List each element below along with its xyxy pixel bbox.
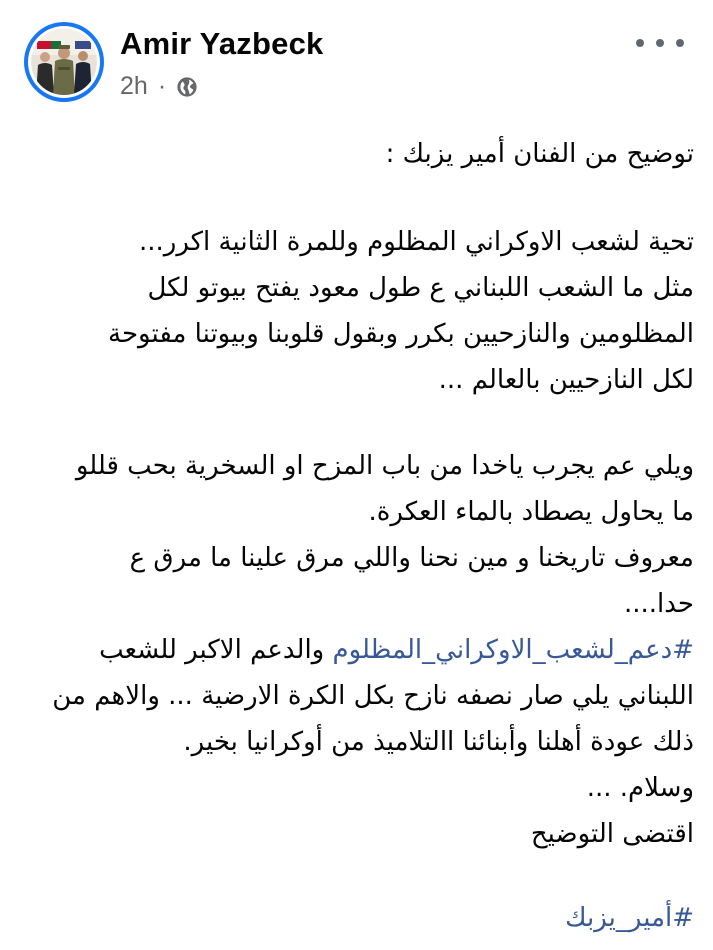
post-line: مثل ما الشعب اللبناني ع طول معود يفتح بيوتو لكل xyxy=(147,273,694,303)
avatar[interactable] xyxy=(24,22,104,102)
post-header xyxy=(0,0,713,120)
post-meta xyxy=(120,72,198,101)
post-line: ما يحاول يصطاد بالماء العكرة. xyxy=(368,497,694,527)
post-line-hashtag xyxy=(99,628,694,672)
post-line: لكل النازحيين بالعالم ... xyxy=(438,365,694,395)
post-time[interactable]: 2h xyxy=(120,72,148,100)
globe-icon[interactable] xyxy=(176,76,198,98)
hashtag-ukraine-link[interactable]: #دعم_لشعب_الاوكراني_المظلوم xyxy=(332,635,694,665)
post-line: اللبناني يلي صار نصفه نازح بكل الكرة الارضية ... والاهم من xyxy=(52,681,694,711)
more-options-icon xyxy=(636,39,644,47)
post-line: توضيح من الفنان أمير يزبك : xyxy=(385,139,694,169)
more-options-button[interactable] xyxy=(636,28,684,58)
post-line: حدا.... xyxy=(623,589,694,619)
avatar-ring xyxy=(28,26,100,98)
post-line: اقتضى التوضيح xyxy=(530,819,694,849)
hashtag-artist-link[interactable]: #أمير_يزبك xyxy=(565,903,694,933)
dot-separator: · xyxy=(157,72,167,100)
post-line: المظلومين والنازحيين بكرر وبقول قلوبنا وبيوتنا مفتوحة xyxy=(108,319,694,349)
post-line-hashtag xyxy=(565,896,694,940)
avatar-photo xyxy=(31,29,97,95)
post-line: معروف تاريخنا و مين نحنا واللي مرق علينا ما مرق ع xyxy=(129,543,694,573)
post-line: ذلك عودة أهلنا وأبنائنا االتلاميذ من أوكرانيا بخير. xyxy=(183,727,694,757)
post-line: تحية لشعب الاوكراني المظلوم وللمرة الثانية اكرر... xyxy=(138,227,694,257)
post-line: ويلي عم يجرب ياخدا من باب المزح او السخرية بحب قللو xyxy=(75,451,694,481)
author-name[interactable]: Amir Yazbeck xyxy=(120,26,324,61)
post-line: وسلام. ... xyxy=(586,773,694,803)
post-line-text: والدعم الاكبر للشعب xyxy=(99,635,325,665)
